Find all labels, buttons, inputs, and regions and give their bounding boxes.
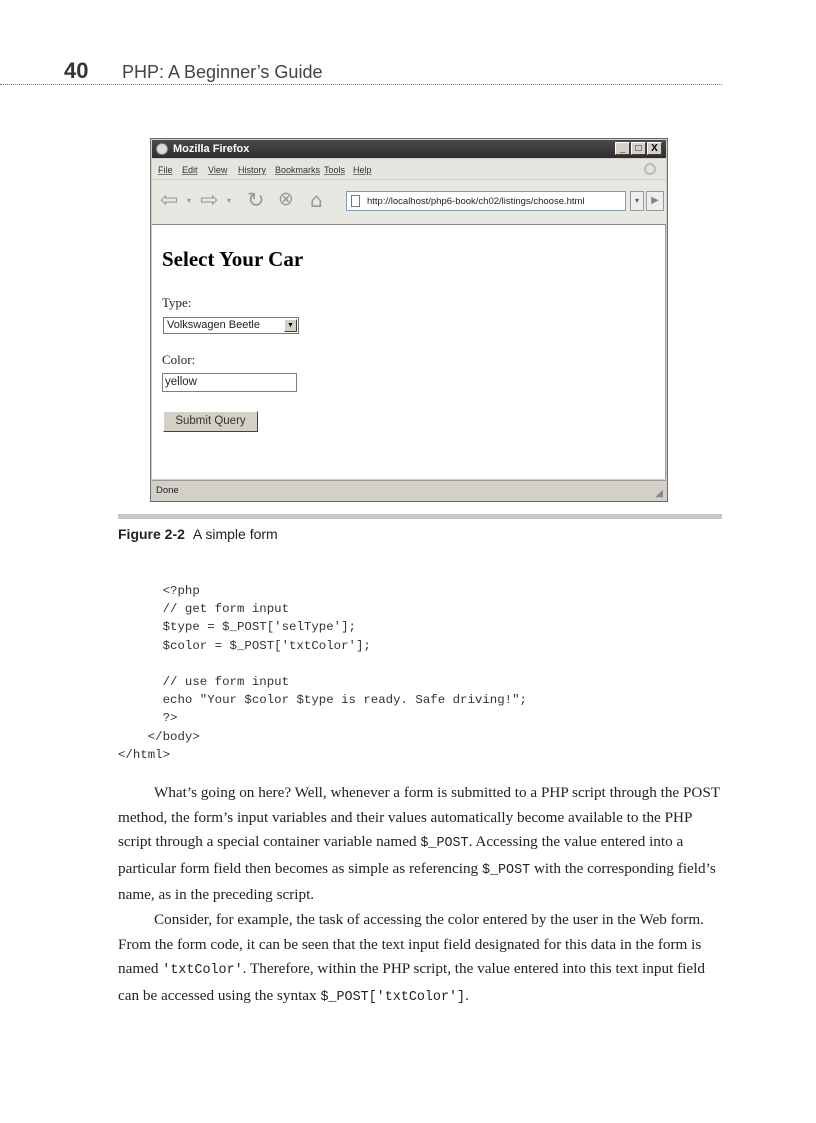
url-dropdown-icon[interactable]: ▾ [630, 191, 644, 211]
code-line: </html> [118, 747, 171, 762]
window-title: Mozilla Firefox [173, 143, 250, 155]
text-run: . [465, 986, 469, 1004]
text-run: with the corresponding field’s name, as in the preceding script. [118, 859, 716, 904]
menu-edit[interactable]: Edit [182, 165, 198, 175]
code-line: <?php [118, 584, 200, 598]
home-icon[interactable]: ⌂ [310, 188, 323, 212]
menu-history[interactable]: History [238, 165, 267, 175]
code-line: // use form input [118, 674, 290, 689]
page-icon [351, 195, 360, 207]
figure-number: Figure 2-2 [118, 526, 185, 542]
type-select-value: Volkswagen Beetle [167, 319, 260, 331]
code-line: ?> [118, 711, 178, 726]
code-line: // get form input [118, 602, 290, 617]
code-line: echo "Your $color $type is ready. Safe driving!"; [118, 693, 527, 708]
text-run: . Therefore, within the PHP script, the value entered into this text input field can be accessed using the syntax [118, 960, 705, 1004]
window-controls [615, 142, 662, 155]
color-input[interactable]: yellow [162, 373, 297, 392]
figure-rule [118, 514, 722, 519]
inline-code: $_POST [420, 836, 469, 852]
status-bar [152, 480, 666, 501]
text-run: . Accessing the value entered into a particular form field then becomes as simple as referencing [118, 833, 684, 877]
reload-icon[interactable]: ↻ [247, 188, 265, 212]
running-header [0, 58, 722, 85]
inline-code: 'txtColor' [162, 963, 243, 979]
back-arrow-icon[interactable]: ⇦ [160, 188, 179, 213]
submit-button[interactable]: Submit Query [163, 411, 258, 432]
stop-icon[interactable]: ⊗ [278, 188, 294, 210]
code-line: $color = $_POST['txtColor']; [118, 638, 371, 653]
inline-code: $_POST [481, 862, 531, 878]
forward-arrow-icon[interactable]: ⇨ [200, 188, 219, 213]
menu-bar [152, 159, 666, 179]
go-arrow-icon[interactable]: ▶ [646, 191, 664, 211]
throbber-icon [644, 163, 656, 175]
type-label: Type: [162, 295, 192, 310]
paragraph [118, 908, 720, 1010]
code-line: </body> [118, 729, 200, 744]
figure-caption-text: A simple form [192, 526, 278, 542]
menu-help[interactable]: Help [353, 165, 372, 175]
minimize-button[interactable]: _ [615, 142, 630, 155]
body-text [118, 781, 720, 1010]
status-text: Done [156, 485, 179, 496]
back-dropdown-icon[interactable]: ▾ [187, 196, 192, 205]
color-label: Color: [162, 352, 196, 367]
menu-file[interactable]: File [158, 165, 173, 175]
title-bar [152, 140, 666, 158]
type-select[interactable] [163, 317, 299, 334]
close-button[interactable]: X [647, 142, 662, 155]
inline-code: $_POST['txtColor'] [320, 989, 466, 1005]
navigation-toolbar [152, 180, 666, 225]
menu-bookmarks[interactable]: Bookmarks [275, 165, 321, 175]
menu-tools[interactable]: Tools [324, 165, 346, 175]
maximize-button[interactable]: □ [631, 142, 646, 155]
menu-view[interactable]: View [208, 165, 228, 175]
book-title: PHP: A Beginner’s Guide [122, 62, 323, 82]
code-listing [118, 582, 527, 764]
code-line [118, 655, 527, 673]
url-bar[interactable] [346, 191, 626, 211]
code-line: $type = $_POST['selType']; [118, 620, 356, 635]
forward-dropdown-icon[interactable]: ▾ [227, 196, 232, 205]
text-run: Consider, for example, the task of accessing the color entered by the user in the Web form. From the form code, it can be seen that the text input field designated for this data in the form is named [118, 910, 704, 978]
page-content [152, 225, 666, 479]
figure-caption [118, 526, 278, 542]
url-text: http://localhost/php6-book/ch02/listings/choose.html [367, 196, 585, 207]
chevron-down-icon[interactable]: ▼ [284, 319, 297, 332]
paragraph [118, 781, 720, 908]
resize-grip-icon[interactable]: ◢ [655, 488, 663, 499]
page-number: 40 [64, 58, 89, 83]
text-run: What’s going on here? Well, whenever a form is submitted to a PHP script through the POST method, the form’s input variables and their values automatically become available to the PHP script through a special container variable named [118, 784, 720, 851]
browser-window [150, 138, 668, 502]
firefox-logo-icon [156, 143, 168, 155]
page-heading: Select Your Car [162, 247, 304, 271]
